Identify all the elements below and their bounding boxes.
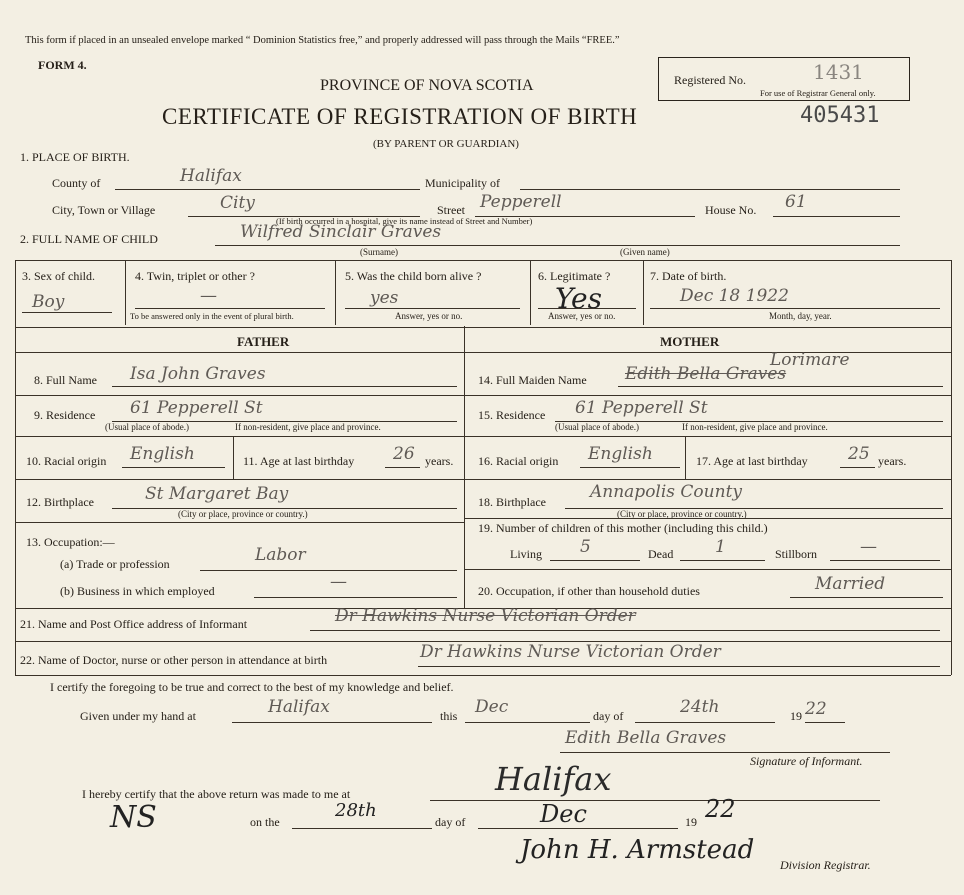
mother-racial-value: English (588, 444, 653, 464)
father-business-value: — (330, 572, 347, 592)
registrar-day: 28th (335, 800, 377, 821)
informant-value: Dr Hawkins Nurse Victorian Order (335, 606, 636, 626)
mother-occupation-value: Married (815, 574, 886, 594)
mother-name-label: 14. Full Maiden Name (478, 373, 587, 387)
mother-racial-label: 16. Racial origin (478, 454, 559, 468)
mother-residence-value: 61 Pepperell St (575, 398, 708, 418)
doctor-value: Dr Hawkins Nurse Victorian Order (420, 642, 721, 662)
stamp-number: 405431 (800, 103, 880, 128)
mother-birthplace-value: Annapolis County (590, 482, 743, 502)
cert-month: Dec (475, 697, 509, 717)
on-the-label: on the (250, 815, 280, 829)
mother-birthplace-note: (City or place, province or country.) (617, 509, 747, 519)
legitimate-label: 6. Legitimate ? (538, 269, 611, 283)
informant-signature: Edith Bella Graves (565, 728, 727, 748)
city-value: City (220, 193, 255, 213)
legitimate-note: Answer, yes or no. (548, 311, 616, 321)
mother-years: years. (878, 454, 907, 468)
surname-note: (Surname) (360, 247, 398, 257)
father-residence-note: (Usual place of abode.) (105, 422, 189, 432)
dead-label: Dead (648, 547, 674, 561)
living-label: Living (510, 547, 542, 561)
stillborn-value: — (860, 537, 877, 557)
registrar-signature-label: Division Registrar. (780, 858, 871, 872)
father-residence-value: 61 Pepperell St (130, 398, 263, 418)
street-label: Street (437, 203, 465, 217)
registrar-day-of-label: day of (435, 815, 466, 829)
father-business-label: (b) Business in which employed (60, 584, 215, 598)
mother-name-correction: Lorimare (770, 350, 850, 370)
father-years: years. (425, 454, 454, 468)
father-age-value: 26 (393, 444, 415, 464)
municipality-label: Municipality of (425, 176, 500, 190)
certify-statement: I certify the foregoing to be true and correct to the best of my knowledge and belief. (50, 680, 454, 694)
informant-signature-label: Signature of Informant. (750, 754, 863, 768)
twin-note: To be answered only in the event of plural birth. (130, 311, 294, 321)
registrar-signature: John H. Armstead (520, 835, 755, 865)
page-subtitle: (BY PARENT OR GUARDIAN) (373, 138, 519, 150)
given-label: Given under my hand at (80, 709, 196, 723)
house-value: 61 (785, 192, 807, 212)
registrar-statement: I hereby certify that the above return was made to me at (82, 787, 351, 801)
page-title: CERTIFICATE OF REGISTRATION OF BIRTH (162, 104, 638, 129)
registrar-year-prefix: 19 (685, 815, 697, 829)
province-heading: PROVINCE OF NOVA SCOTIA (320, 77, 534, 94)
mother-name-value: Edith Bella Graves (625, 364, 787, 384)
date-note: Month, day, year. (769, 311, 832, 321)
sex-label: 3. Sex of child. (22, 269, 95, 283)
street-value: Pepperell (480, 192, 562, 212)
mother-birthplace-label: 18. Birthplace (478, 495, 546, 509)
children-count-label: 19. Number of children of this mother (including this child.) (478, 521, 768, 535)
father-name-value: Isa John Graves (130, 364, 266, 384)
mother-age-value: 25 (848, 444, 870, 464)
registrar-place: Halifax (495, 760, 612, 798)
child-name-label: 2. FULL NAME OF CHILD (20, 232, 158, 246)
twin-label: 4. Twin, triplet or other ? (135, 269, 255, 283)
cert-year-prefix: 19 (790, 709, 802, 723)
mother-heading: MOTHER (660, 334, 720, 349)
registrar-initials: NS (110, 800, 157, 835)
father-racial-label: 10. Racial origin (26, 454, 107, 468)
father-residence-label: 9. Residence (34, 408, 96, 422)
father-age-label: 11. Age at last birthday (243, 454, 355, 468)
house-label: House No. (705, 203, 757, 217)
hospital-note: (If birth occurred in a hospital, give its name instead of Street and Number) (276, 216, 533, 226)
father-residence-note2: If non-resident, give place and province. (235, 422, 381, 432)
father-occupation-label: 13. Occupation:— (26, 535, 115, 549)
county-value: Halifax (180, 166, 242, 186)
registered-number: 1431 (813, 60, 864, 84)
form-number: FORM 4. (38, 58, 87, 72)
mother-residence-note2: If non-resident, give place and province. (682, 422, 828, 432)
registrar-year: 22 (705, 795, 736, 823)
county-label: County of (52, 176, 101, 190)
father-heading: FATHER (237, 334, 290, 349)
mail-notice: This form if placed in an unsealed envelope marked “ Dominion Statistics free,” and properly addressed will pass through the Mails “FREE.” (25, 35, 620, 46)
cert-year: 22 (805, 699, 827, 719)
given-name-note: (Given name) (620, 247, 670, 257)
informant-label: 21. Name and Post Office address of Informant (20, 617, 248, 631)
registered-label: Registered No. (674, 73, 746, 87)
city-label: City, Town or Village (52, 203, 156, 217)
mother-residence-note: (Usual place of abode.) (555, 422, 639, 432)
father-birthplace-label: 12. Birthplace (26, 495, 94, 509)
dead-value: 1 (715, 537, 726, 557)
father-birthplace-note: (City or place, province or country.) (178, 509, 308, 519)
alive-note: Answer, yes or no. (395, 311, 463, 321)
sex-value: Boy (32, 292, 65, 312)
day-of-label: day of (593, 709, 624, 723)
stillborn-label: Stillborn (775, 547, 818, 561)
cert-place: Halifax (268, 697, 330, 717)
doctor-label: 22. Name of Doctor, nurse or other person in attendance at birth (20, 653, 328, 667)
registrar-month: Dec (540, 800, 587, 828)
legitimate-value: Yes (555, 282, 602, 315)
father-birthplace-value: St Margaret Bay (145, 484, 289, 504)
date-value: Dec 18 1922 (680, 286, 789, 306)
father-name-label: 8. Full Name (34, 373, 97, 387)
mother-age-label: 17. Age at last birthday (696, 454, 808, 468)
cert-day: 24th (680, 697, 720, 717)
mother-residence-label: 15. Residence (478, 408, 546, 422)
registrar-note: For use of Registrar General only. (760, 88, 876, 98)
father-trade-value: Labor (255, 545, 306, 565)
place-of-birth-label: 1. PLACE OF BIRTH. (20, 150, 130, 164)
living-value: 5 (580, 537, 591, 557)
this-label: this (440, 709, 458, 723)
father-trade-label: (a) Trade or profession (60, 557, 170, 571)
alive-value: yes (370, 288, 399, 308)
child-name-value: Wilfred Sinclair Graves (240, 222, 442, 242)
father-racial-value: English (130, 444, 195, 464)
twin-value: — (200, 286, 217, 306)
mother-occupation-label: 20. Occupation, if other than household duties (478, 584, 700, 598)
date-label: 7. Date of birth. (650, 269, 727, 283)
alive-label: 5. Was the child born alive ? (345, 269, 482, 283)
